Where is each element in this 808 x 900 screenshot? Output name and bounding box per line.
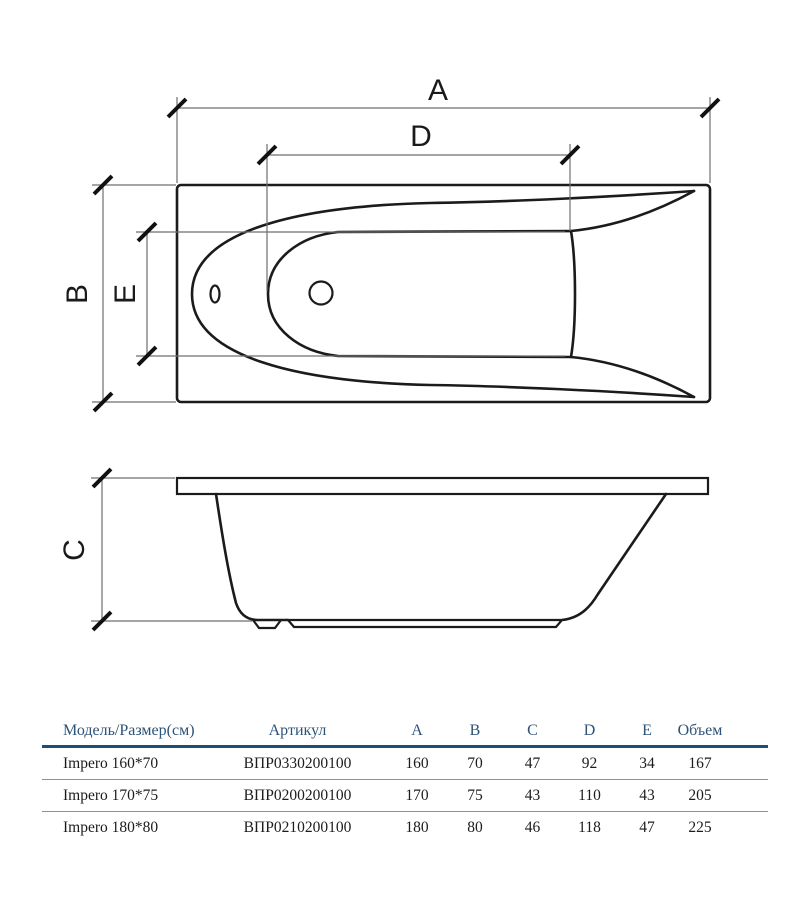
table-row <box>42 812 768 844</box>
drain-hole <box>310 282 333 305</box>
table-cell: 34 <box>639 754 655 772</box>
top-view-drawing <box>177 185 710 402</box>
table-cell: 43 <box>618 780 676 812</box>
column-header-d: D <box>561 716 618 747</box>
table-row <box>42 780 768 812</box>
column-header-a: A <box>388 716 446 747</box>
table-cell-sku: ВПР0210200100 <box>207 812 388 844</box>
table-cell-volume: 167 <box>688 754 712 772</box>
table-cell: 47 <box>618 812 676 844</box>
side-view-drawing <box>177 478 708 628</box>
dimension-label-d: D <box>410 120 432 153</box>
table-cell: 70 <box>467 754 483 772</box>
table-cell: 75 <box>446 780 504 812</box>
table-row <box>42 747 768 780</box>
table-cell-model: Impero 170*75 <box>42 780 207 812</box>
table-cell-model: Impero 160*70 <box>63 754 159 772</box>
table-header-row <box>42 716 768 747</box>
column-header-sku: Артикул <box>207 716 388 747</box>
overflow-hole <box>211 286 220 303</box>
table-cell: 118 <box>561 812 618 844</box>
table-cell-sku: ВПР0330200100 <box>243 754 352 772</box>
table-cell: 110 <box>561 780 618 812</box>
column-header-model: Модель/Размер(см) <box>42 716 207 747</box>
table-cell: 47 <box>524 754 541 772</box>
dimension-label-c: C <box>58 539 91 561</box>
tub-body-right-wall <box>562 494 666 620</box>
tub-body-left-wall <box>216 494 288 620</box>
table-cell: 46 <box>504 812 561 844</box>
dimension-a <box>168 74 719 183</box>
column-header-b: B <box>446 716 504 747</box>
dimension-d <box>258 120 579 291</box>
spec-table <box>42 716 768 843</box>
base-strip <box>288 620 562 627</box>
column-header-e: E <box>618 716 676 747</box>
table-cell: 170 <box>388 780 446 812</box>
rim-profile <box>177 478 708 494</box>
table-cell: 80 <box>446 812 504 844</box>
basin-inner-outline <box>268 231 575 357</box>
table-cell: 180 <box>388 812 446 844</box>
column-header-volume: Объем <box>676 716 768 747</box>
table-cell: 160 <box>405 754 429 772</box>
table-cell: 92 <box>581 754 598 772</box>
dimension-label-e: E <box>109 283 142 305</box>
table-cell-sku: ВПР0200200100 <box>207 780 388 812</box>
table-cell-model: Impero 180*80 <box>42 812 207 844</box>
table-cell-volume: 205 <box>676 780 768 812</box>
column-header-c: C <box>504 716 561 747</box>
table-cell-volume: 225 <box>676 812 768 844</box>
dimension-label-a: A <box>427 74 449 107</box>
dimension-label-b: B <box>61 283 94 305</box>
table-cell: 43 <box>504 780 561 812</box>
